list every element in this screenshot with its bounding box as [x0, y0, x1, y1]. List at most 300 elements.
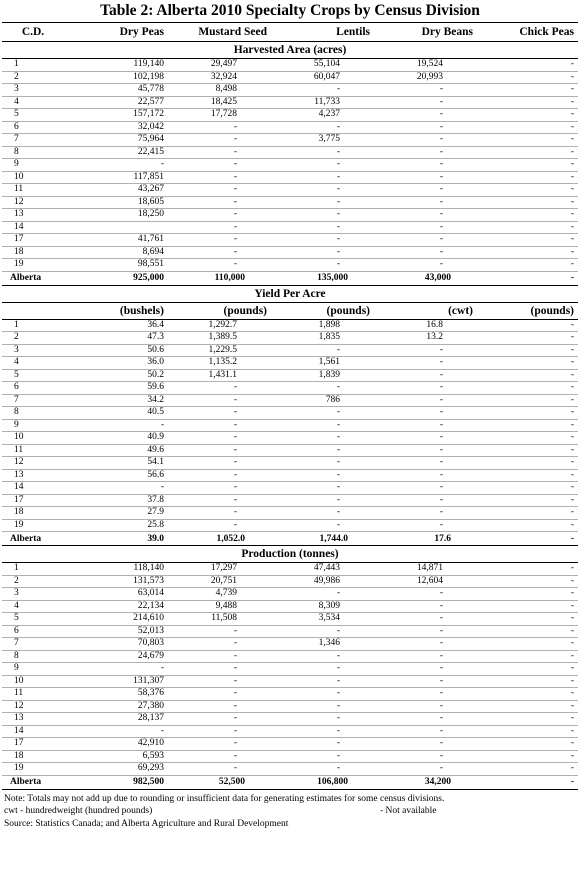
cell-lentils: - [271, 171, 374, 184]
cell-chick-peas: - [477, 59, 578, 72]
cell-dry-peas: - [64, 482, 168, 495]
cell-lentils: - [271, 700, 374, 713]
note-source: Source: Statistics Canada; and Alberta Agriculture and Rural Development [4, 818, 289, 829]
cell-chick-peas: - [477, 344, 578, 357]
table-row [2, 457, 578, 470]
cell-dry-peas: 40.5 [64, 407, 168, 420]
cell-dry-beans: - [374, 663, 477, 676]
cell-lentils: 1,839 [271, 369, 374, 382]
cell-cd: 17 [2, 234, 64, 247]
table-row [2, 407, 578, 420]
cell-chick-peas: - [477, 494, 578, 507]
cell-cd: 12 [2, 700, 64, 713]
cell-dry-beans: - [374, 725, 477, 738]
cell-chick-peas: - [477, 738, 578, 751]
cell-cd: 8 [2, 407, 64, 420]
table-row [2, 444, 578, 457]
unit-lentils: (pounds) [271, 302, 374, 319]
total-row [2, 532, 578, 546]
table-row [2, 259, 578, 272]
cell-chick-peas: - [477, 700, 578, 713]
cell-mustard-seed: - [168, 519, 271, 532]
cell-dry-peas: 28,137 [64, 713, 168, 726]
cell-lentils: 786 [271, 394, 374, 407]
cell-lentils: - [271, 146, 374, 159]
cell-lentils: - [271, 688, 374, 701]
cell-dry-peas: 131,307 [64, 675, 168, 688]
cell-cd: 17 [2, 738, 64, 751]
cell-mustard-seed: - [168, 650, 271, 663]
cell-dry-beans: - [374, 344, 477, 357]
cell-dry-beans: - [374, 209, 477, 222]
cell-dry-beans: 20,993 [374, 71, 477, 84]
cell-dry-peas: 45,778 [64, 84, 168, 97]
cell-dry-beans: - [374, 700, 477, 713]
cell-dry-peas: 52,013 [64, 625, 168, 638]
cell-cd: 2 [2, 575, 64, 588]
cell-cd: 18 [2, 507, 64, 520]
table-row [2, 419, 578, 432]
cell-lentils: - [271, 121, 374, 134]
cell-chick-peas: - [477, 159, 578, 172]
cell-cd: 2 [2, 332, 64, 345]
section-heading: Yield Per Acre [2, 285, 578, 302]
cell-chick-peas: - [477, 419, 578, 432]
cell-mustard-seed: - [168, 494, 271, 507]
cell-mustard-seed: - [168, 688, 271, 701]
table-row [2, 109, 578, 122]
cell-mustard-seed: - [168, 209, 271, 222]
table-row [2, 600, 578, 613]
cell-lentils: - [271, 234, 374, 247]
cell-dry-peas: 42,910 [64, 738, 168, 751]
cell-cd: 14 [2, 725, 64, 738]
note-rounding: Note: Totals may not add up due to rounding or insufficient data for generating estimates for some census divisions. [4, 793, 445, 804]
cell-dry-beans: - [374, 146, 477, 159]
cell-chick-peas: - [477, 613, 578, 626]
cell-dry-peas: 58,376 [64, 688, 168, 701]
cell-lentils: - [271, 675, 374, 688]
cell-dry-beans: - [374, 109, 477, 122]
cell-cd: 13 [2, 209, 64, 222]
cell-mustard-seed: - [168, 171, 271, 184]
cell-lentils: - [271, 507, 374, 520]
table-row [2, 121, 578, 134]
table-row [2, 344, 578, 357]
table-row [2, 588, 578, 601]
cell-dry-beans: - [374, 600, 477, 613]
cell-dry-beans: - [374, 688, 477, 701]
cell-cd: 13 [2, 469, 64, 482]
cell-lentils: 55,104 [271, 59, 374, 72]
table-row [2, 159, 578, 172]
cell-mustard-seed: 8,498 [168, 84, 271, 97]
cell-chick-peas: - [477, 750, 578, 763]
cell-dry-peas: 63,014 [64, 588, 168, 601]
cell-lentils: - [271, 382, 374, 395]
cell-dry-peas: 8,694 [64, 246, 168, 259]
cell-dry-peas: 25.8 [64, 519, 168, 532]
table-row [2, 246, 578, 259]
table-row [2, 332, 578, 345]
cell-mustard-seed: 17,297 [168, 563, 271, 576]
cell-mustard-seed: 11,508 [168, 613, 271, 626]
table-row [2, 369, 578, 382]
cell-cd: 17 [2, 494, 64, 507]
unit-cd [2, 302, 64, 319]
section-heading-row [2, 285, 578, 302]
cell-dry-beans: 16.8 [374, 319, 477, 332]
cell-dry-peas: 50.6 [64, 344, 168, 357]
cell-mustard-seed: - [168, 663, 271, 676]
table-row [2, 638, 578, 651]
cell-dry-beans: - [374, 738, 477, 751]
cell-chick-peas: - [477, 146, 578, 159]
table-row [2, 507, 578, 520]
cell-dry-beans: - [374, 84, 477, 97]
cell-dry-peas: 59.6 [64, 382, 168, 395]
cell-lentils: - [271, 519, 374, 532]
table-row [2, 725, 578, 738]
cell-mustard-seed: - [168, 725, 271, 738]
cell-lentils: - [271, 482, 374, 495]
column-header-lentils: Lentils [271, 23, 374, 42]
table-row [2, 494, 578, 507]
table-row [2, 184, 578, 197]
cell-dry-peas: 98,551 [64, 259, 168, 272]
cell-dry-peas: - [64, 419, 168, 432]
cell-cd: 14 [2, 482, 64, 495]
cell-lentils: - [271, 725, 374, 738]
cell-lentils: 8,309 [271, 600, 374, 613]
cell-mustard-seed: 17,728 [168, 109, 271, 122]
cell-chick-peas: - [477, 638, 578, 651]
note-not-available: - Not available [380, 806, 437, 816]
cell-mustard-seed: - [168, 750, 271, 763]
cell-mustard-seed: - [168, 444, 271, 457]
cell-chick-peas: - [477, 444, 578, 457]
cell-chick-peas: - [477, 625, 578, 638]
cell-lentils: 1,898 [271, 319, 374, 332]
cell-dry-beans: - [374, 419, 477, 432]
table-row [2, 625, 578, 638]
cell-dry-peas: 69,293 [64, 763, 168, 776]
cell-chick-peas: - [477, 507, 578, 520]
cell-cd: 3 [2, 588, 64, 601]
total-dry-beans: 17.6 [374, 532, 477, 546]
cell-lentils: - [271, 196, 374, 209]
unit-dry-beans: (cwt) [374, 302, 477, 319]
total-dry-beans: 34,200 [374, 775, 477, 789]
cell-dry-beans: - [374, 259, 477, 272]
cell-dry-peas: 131,573 [64, 575, 168, 588]
cell-lentils: 3,534 [271, 613, 374, 626]
cell-mustard-seed: 1,389.5 [168, 332, 271, 345]
cell-chick-peas: - [477, 259, 578, 272]
cell-lentils: - [271, 588, 374, 601]
cell-cd: 6 [2, 625, 64, 638]
cell-chick-peas: - [477, 432, 578, 445]
cell-cd: 4 [2, 96, 64, 109]
total-cd: Alberta [2, 271, 64, 285]
cell-dry-peas: 47.3 [64, 332, 168, 345]
note-cwt: cwt - hundredweight (hundred pounds) [4, 806, 153, 816]
cell-cd: 1 [2, 319, 64, 332]
cell-cd: 13 [2, 713, 64, 726]
table-row [2, 59, 578, 72]
cell-cd: 6 [2, 382, 64, 395]
cell-cd: 12 [2, 457, 64, 470]
note-line-2 [4, 805, 580, 818]
section-heading-row [2, 546, 578, 563]
column-header-row [2, 23, 578, 42]
table-row [2, 575, 578, 588]
cell-lentils: 3,775 [271, 134, 374, 147]
cell-dry-beans: - [374, 234, 477, 247]
table-row [2, 700, 578, 713]
cell-dry-beans: 14,871 [374, 563, 477, 576]
notes-block [4, 793, 580, 831]
cell-cd: 10 [2, 432, 64, 445]
cell-cd: 9 [2, 419, 64, 432]
cell-dry-peas: 41,761 [64, 234, 168, 247]
cell-mustard-seed: - [168, 382, 271, 395]
table-row [2, 663, 578, 676]
cell-dry-peas: - [64, 159, 168, 172]
cell-dry-beans: - [374, 507, 477, 520]
cell-mustard-seed: - [168, 763, 271, 776]
cell-dry-beans: - [374, 121, 477, 134]
total-row [2, 271, 578, 285]
cell-mustard-seed: - [168, 738, 271, 751]
cell-mustard-seed: 1,135.2 [168, 357, 271, 370]
cell-cd: 3 [2, 344, 64, 357]
cell-mustard-seed: - [168, 121, 271, 134]
cell-dry-peas: 102,198 [64, 71, 168, 84]
cell-lentils: - [271, 159, 374, 172]
cell-dry-beans: - [374, 469, 477, 482]
cell-chick-peas: - [477, 84, 578, 97]
cell-dry-beans: - [374, 221, 477, 234]
total-lentils: 106,800 [271, 775, 374, 789]
cell-lentils: 60,047 [271, 71, 374, 84]
total-row [2, 775, 578, 789]
cell-dry-beans: - [374, 196, 477, 209]
cell-lentils: - [271, 221, 374, 234]
cell-cd: 12 [2, 196, 64, 209]
cell-lentils: 49,986 [271, 575, 374, 588]
cell-lentils: 1,346 [271, 638, 374, 651]
cell-chick-peas: - [477, 71, 578, 84]
cell-chick-peas: - [477, 600, 578, 613]
cell-lentils: - [271, 663, 374, 676]
cell-dry-peas: 157,172 [64, 109, 168, 122]
cell-cd: 7 [2, 638, 64, 651]
specialty-crops-table [2, 22, 578, 790]
cell-cd: 19 [2, 259, 64, 272]
cell-dry-beans: - [374, 763, 477, 776]
column-header-cd: C.D. [2, 23, 64, 42]
total-lentils: 135,000 [271, 271, 374, 285]
cell-chick-peas: - [477, 763, 578, 776]
cell-mustard-seed: - [168, 469, 271, 482]
table-row [2, 196, 578, 209]
cell-dry-peas: 37.8 [64, 494, 168, 507]
cell-lentils: - [271, 469, 374, 482]
cell-dry-peas: 118,140 [64, 563, 168, 576]
cell-mustard-seed: - [168, 638, 271, 651]
cell-cd: 4 [2, 357, 64, 370]
cell-chick-peas: - [477, 725, 578, 738]
cell-lentils: - [271, 650, 374, 663]
cell-dry-beans: - [374, 625, 477, 638]
cell-dry-peas [64, 221, 168, 234]
total-dry-peas: 982,500 [64, 775, 168, 789]
units-row [2, 302, 578, 319]
cell-chick-peas: - [477, 121, 578, 134]
cell-lentils: - [271, 184, 374, 197]
column-header-mustard-seed: Mustard Seed [168, 23, 271, 42]
cell-cd: 7 [2, 394, 64, 407]
cell-dry-peas: 22,415 [64, 146, 168, 159]
unit-mustard-seed: (pounds) [168, 302, 271, 319]
cell-mustard-seed: 4,739 [168, 588, 271, 601]
cell-mustard-seed: - [168, 457, 271, 470]
unit-chick-peas: (pounds) [477, 302, 578, 319]
table-row [2, 96, 578, 109]
cell-cd: 19 [2, 763, 64, 776]
cell-dry-peas: 49.6 [64, 444, 168, 457]
table-row [2, 675, 578, 688]
cell-mustard-seed: - [168, 259, 271, 272]
total-cd: Alberta [2, 775, 64, 789]
cell-dry-beans: - [374, 432, 477, 445]
cell-chick-peas: - [477, 369, 578, 382]
cell-chick-peas: - [477, 357, 578, 370]
cell-dry-peas: 24,679 [64, 650, 168, 663]
cell-cd: 3 [2, 84, 64, 97]
table-row [2, 146, 578, 159]
cell-lentils: - [271, 738, 374, 751]
cell-dry-peas: 214,610 [64, 613, 168, 626]
cell-dry-beans: 19,524 [374, 59, 477, 72]
cell-dry-peas: - [64, 663, 168, 676]
cell-dry-peas: 40.9 [64, 432, 168, 445]
cell-dry-beans: - [374, 171, 477, 184]
cell-cd: 18 [2, 246, 64, 259]
table-title: Table 2: Alberta 2010 Specialty Crops by Census Division [100, 2, 480, 19]
cell-dry-beans: - [374, 407, 477, 420]
cell-mustard-seed: - [168, 246, 271, 259]
cell-mustard-seed: - [168, 419, 271, 432]
cell-dry-peas: 43,267 [64, 184, 168, 197]
cell-dry-beans: - [374, 675, 477, 688]
cell-mustard-seed: - [168, 146, 271, 159]
table-row [2, 482, 578, 495]
total-dry-peas: 925,000 [64, 271, 168, 285]
cell-dry-peas: 34.2 [64, 394, 168, 407]
cell-chick-peas: - [477, 457, 578, 470]
cell-lentils: - [271, 432, 374, 445]
cell-chick-peas: - [477, 221, 578, 234]
cell-cd: 10 [2, 171, 64, 184]
cell-mustard-seed: - [168, 394, 271, 407]
cell-cd: 19 [2, 519, 64, 532]
cell-dry-peas: 36.0 [64, 357, 168, 370]
cell-lentils: - [271, 457, 374, 470]
cell-dry-beans: - [374, 369, 477, 382]
cell-chick-peas: - [477, 407, 578, 420]
section-heading: Production (tonnes) [2, 546, 578, 563]
table-row [2, 432, 578, 445]
cell-cd: 11 [2, 184, 64, 197]
cell-dry-peas: 22,134 [64, 600, 168, 613]
cell-lentils: 47,443 [271, 563, 374, 576]
cell-mustard-seed: - [168, 713, 271, 726]
cell-dry-beans: - [374, 394, 477, 407]
cell-cd: 10 [2, 675, 64, 688]
cell-mustard-seed: - [168, 675, 271, 688]
cell-mustard-seed: - [168, 700, 271, 713]
table-row [2, 221, 578, 234]
total-lentils: 1,744.0 [271, 532, 374, 546]
cell-cd: 9 [2, 663, 64, 676]
cell-chick-peas: - [477, 588, 578, 601]
cell-chick-peas: - [477, 332, 578, 345]
cell-dry-peas: 18,605 [64, 196, 168, 209]
cell-cd: 1 [2, 59, 64, 72]
cell-chick-peas: - [477, 109, 578, 122]
cell-dry-beans: - [374, 494, 477, 507]
cell-dry-beans: - [374, 613, 477, 626]
cell-mustard-seed: 18,425 [168, 96, 271, 109]
cell-chick-peas: - [477, 688, 578, 701]
cell-lentils: - [271, 750, 374, 763]
cell-mustard-seed: - [168, 196, 271, 209]
total-cd: Alberta [2, 532, 64, 546]
table-row [2, 750, 578, 763]
table-row [2, 563, 578, 576]
cell-lentils: - [271, 625, 374, 638]
cell-dry-beans: - [374, 184, 477, 197]
cell-dry-peas: 56.6 [64, 469, 168, 482]
cell-dry-peas: 27,380 [64, 700, 168, 713]
cell-dry-beans: - [374, 750, 477, 763]
cell-dry-beans: - [374, 357, 477, 370]
section-heading-row [2, 42, 578, 59]
table-row [2, 613, 578, 626]
cell-chick-peas: - [477, 469, 578, 482]
total-mustard-seed: 110,000 [168, 271, 271, 285]
cell-dry-peas: 36.4 [64, 319, 168, 332]
table-row [2, 382, 578, 395]
cell-chick-peas: - [477, 519, 578, 532]
cell-mustard-seed: 29,497 [168, 59, 271, 72]
cell-dry-peas: 18,250 [64, 209, 168, 222]
cell-chick-peas: - [477, 663, 578, 676]
cell-dry-beans: - [374, 444, 477, 457]
cell-mustard-seed: - [168, 234, 271, 247]
column-header-dry-beans: Dry Beans [374, 23, 477, 42]
cell-mustard-seed: 1,229.5 [168, 344, 271, 357]
cell-dry-beans: - [374, 650, 477, 663]
cell-dry-beans: - [374, 482, 477, 495]
cell-dry-beans: 13.2 [374, 332, 477, 345]
table-row [2, 519, 578, 532]
cell-lentils: - [271, 344, 374, 357]
table-row [2, 209, 578, 222]
cell-lentils: - [271, 713, 374, 726]
